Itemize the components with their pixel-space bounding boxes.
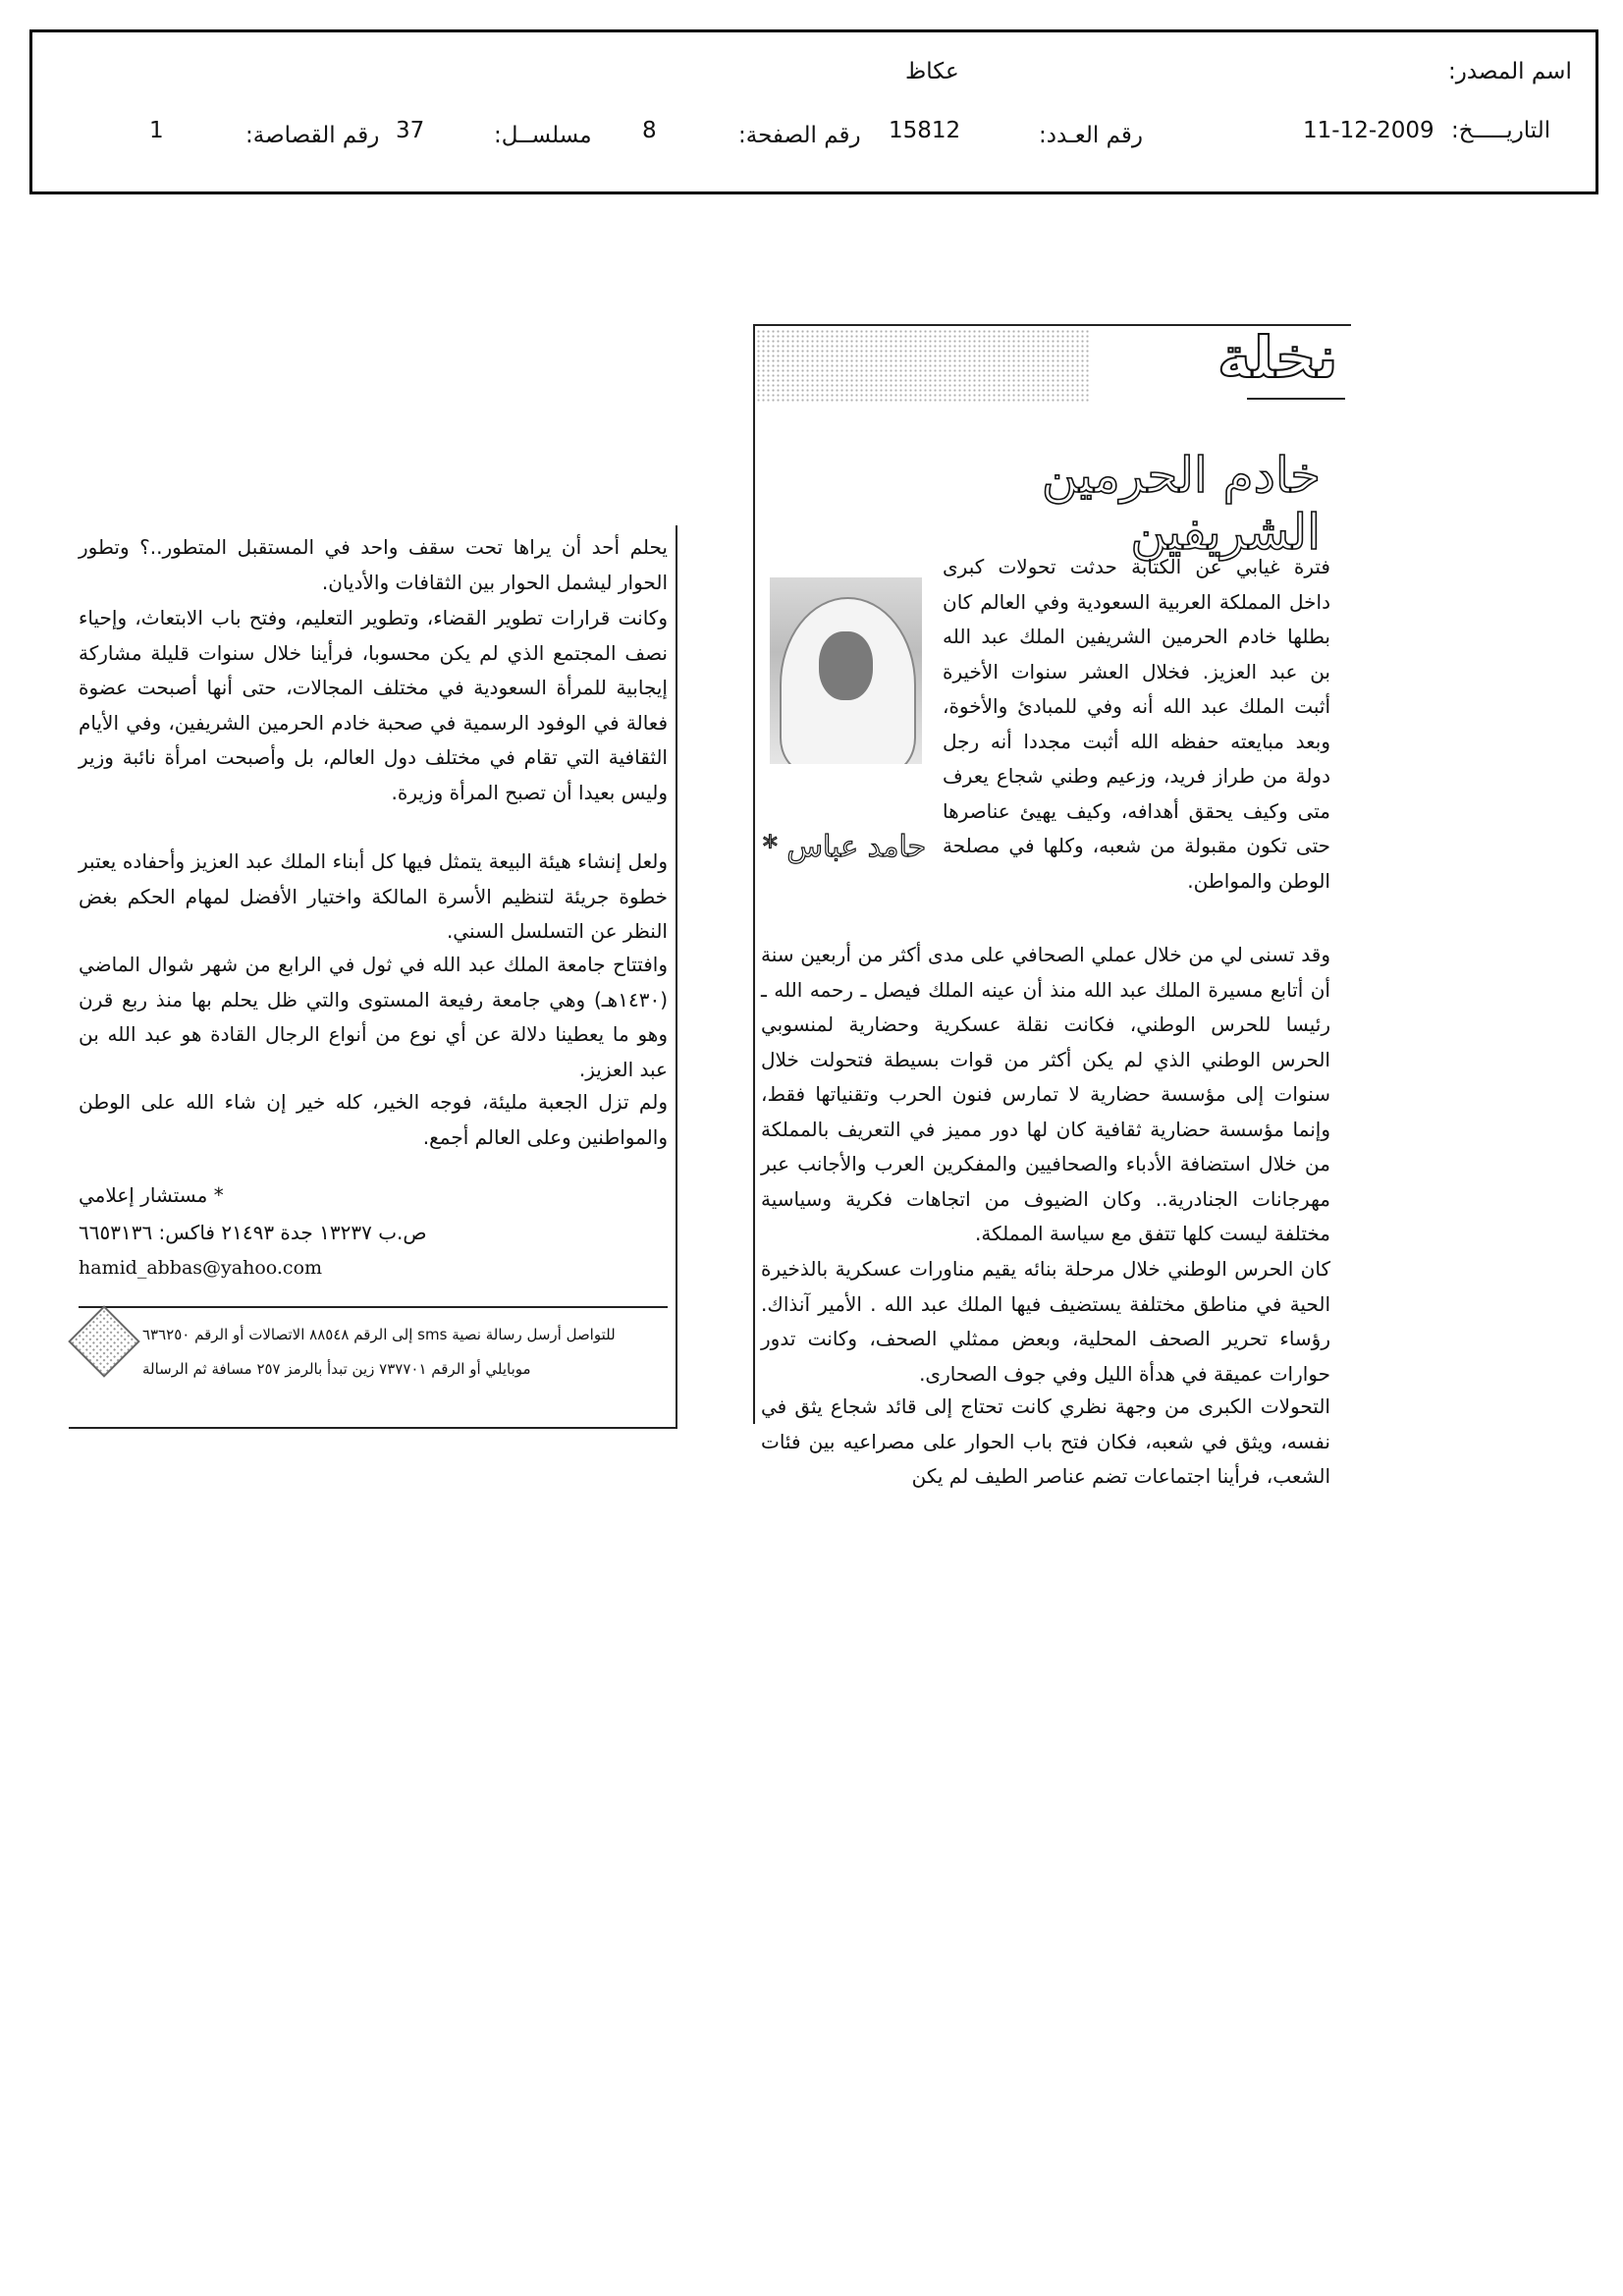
sms-line-1: للتواصل أرسل رسالة نصية sms إلى الرقم ٨٨٥٤٨ الاتصالات أو الرقم ٦٣٦٢٥٠	[142, 1326, 616, 1343]
source-value: عكاظ	[905, 59, 959, 84]
left-paragraph-5: ولم تزل الجعبة مليئة، فوجه الخير، كله خير إن شاء الله على الوطن والمواطنين وعلى العالم أجمع.	[79, 1090, 668, 1149]
sms-divider	[79, 1306, 668, 1308]
left-paragraph-2: وكانت قرارات تطوير القضاء، وتطوير التعليم، وفتح باب الابتعاث، وإحياء نصف المجتمع الذي لم يكن محسوبا، فرأينا خلال سنوات قليلة مشاركة إيجابية للمرأة السعودية في مختلف المجالات، حتى أنها أصبحت عضوة فعالة في الوفود الرسمية في صحبة خادم الحرمين الشريفين، وفي الأيام الثقافية التي تقام في مختلف دول العالم، بل وأصبحت امرأة نائبة وزير وليس بعيدا أن تصبح المرأة وزيرة.	[79, 606, 668, 804]
column-name-underline	[1247, 398, 1345, 400]
page-label: رقم الصفحة:	[738, 123, 861, 148]
article-paragraph-2: وقد تسنى لي من خلال عملي الصحافي على مدى أكثر من أربعين سنة أن أتابع مسيرة الملك عبد الله منذ أن عينه الملك فيصل ـ رحمه الله ـ رئيسا للحرس الوطني، فكانت نقلة عسكرية وحضارية لمنسوبي الحرس الوطني الذي لم يكن أكثر من قوات بسيطة فتحولت خلال سنوات إلى مؤسسة حضارية لا تمارس فنون الحرب وتقنياتها فقط، وإنما مؤسسة حضارية ثقافية كان لها دور مميز في التعريف بالمملكة من خلال استضافة الأدباء والصحافيين والمفكرين العرب والأجانب عبر مهرجانات الجنادرية.. وكان الضيوف من اتجاهات فكرية وسياسية مختلفة ليست كلها تتفق مع سياسة المملكة.	[761, 943, 1330, 1245]
date-value: 11-12-2009	[1303, 118, 1434, 143]
article-paragraph-3: كان الحرس الوطني خلال مرحلة بنائه يقيم مناورات عسكرية بالذخيرة الحية في مناطق مختلفة يستضيف فيها الملك عبد الله . الأمير آنذاك. رؤساء تحرير الصحف المحلية، وبعض ممثلي الصحف، وكانت تدور حوارات عميقة في هدأة الليل وفي جوف الصحارى.	[761, 1257, 1330, 1386]
clip-value: 1	[149, 118, 164, 143]
left-paragraph-1: يحلم أحد أن يراها تحت سقف واحد في المستقبل المتطور..؟ وتطور الحوار ليشمل الحوار بين الثقافات والأديان.	[79, 535, 668, 594]
face-shape	[819, 631, 873, 700]
signature-title: * مستشار إعلامي	[79, 1183, 224, 1207]
page-value: 8	[642, 118, 657, 143]
left-paragraph-3: ولعل إنشاء هيئة البيعة يتمثل فيها كل أبناء الملك عبد العزيز وأحفاده يعتبر خطوة جريئة لتنظيم الأسرة المالكة واختيار الأفضل لمهام الحكم بغض النظر عن التسلسل السني.	[79, 849, 668, 943]
signature-address: ص.ب ١٣٢٣٧ جدة ٢١٤٩٣ فاكس: ٦٦٥٣١٣٦	[79, 1221, 427, 1244]
article-paragraph-4: التحولات الكبرى من وجهة نظري كانت تحتاج إلى قائد شجاع يثق في نفسه، ويثق في شعبه، فكان فتح باب الحوار على مصراعيه بين فئات الشعب، فرأينا اجتماعات تضم عناصر الطيف لم يكن	[761, 1394, 1330, 1488]
column-header-pattern	[756, 329, 1090, 403]
signature-email: hamid_abbas@yahoo.com	[79, 1257, 323, 1279]
clip-label: رقم القصاصة:	[245, 123, 380, 148]
author-photo	[770, 577, 922, 764]
column-name: نخلة	[1217, 324, 1338, 391]
serial-value: 37	[396, 118, 425, 143]
author-name: حامد عباس *	[762, 830, 927, 864]
article-title: خادم الحرمين الشريفين	[1041, 447, 1321, 561]
sms-line-2: موبايلي أو الرقم ٧٣٧٧٠١ زين تبدأ بالرمز ٢٥٧ مسافة ثم الرسالة	[142, 1360, 531, 1378]
left-paragraph-4: وافتتاح جامعة الملك عبد الله في ثول في الرابع من شهر شوال الماضي (١٤٣٠هـ) وهي جامعة رفيعة المستوى والتي ظل يحلم بها منذ ربع قرن وهو ما يعطينا دلالة عن أي نوع من أنواع الرجال القادة هو عبد الله بن عبد العزيز.	[79, 953, 668, 1081]
issue-value: 15812	[889, 118, 961, 143]
article-paragraph-1: فترة غيابي عن الكتابة حدثت تحولات كبرى داخل المملكة العربية السعودية وفي العالم كان بطلها خادم الحرمين الشريفين الملك عبد الله بن عبد العزيز. فخلال العشر سنوات الأخيرة أثبت الملك عبد الله أنه وفي للمبادئ والأخوة، وبعد مبايعته حفظه الله أثبت مجددا أنه رجل دولة من طراز فريد، وزعيم وطني شجاع يعرف متى وكيف يحقق أهدافه، وكيف يهيئ عناصرها حتى تكون مقبولة من شعبه، وكلها في مصلحة الوطن والمواطن.	[943, 555, 1330, 893]
issue-label: رقم العـدد:	[1039, 123, 1144, 148]
date-label: التاريـــــخ:	[1451, 118, 1551, 143]
clipping-header-box	[29, 29, 1598, 194]
source-label: اسم المصدر:	[1448, 59, 1572, 84]
serial-label: مسلســل:	[494, 123, 592, 148]
